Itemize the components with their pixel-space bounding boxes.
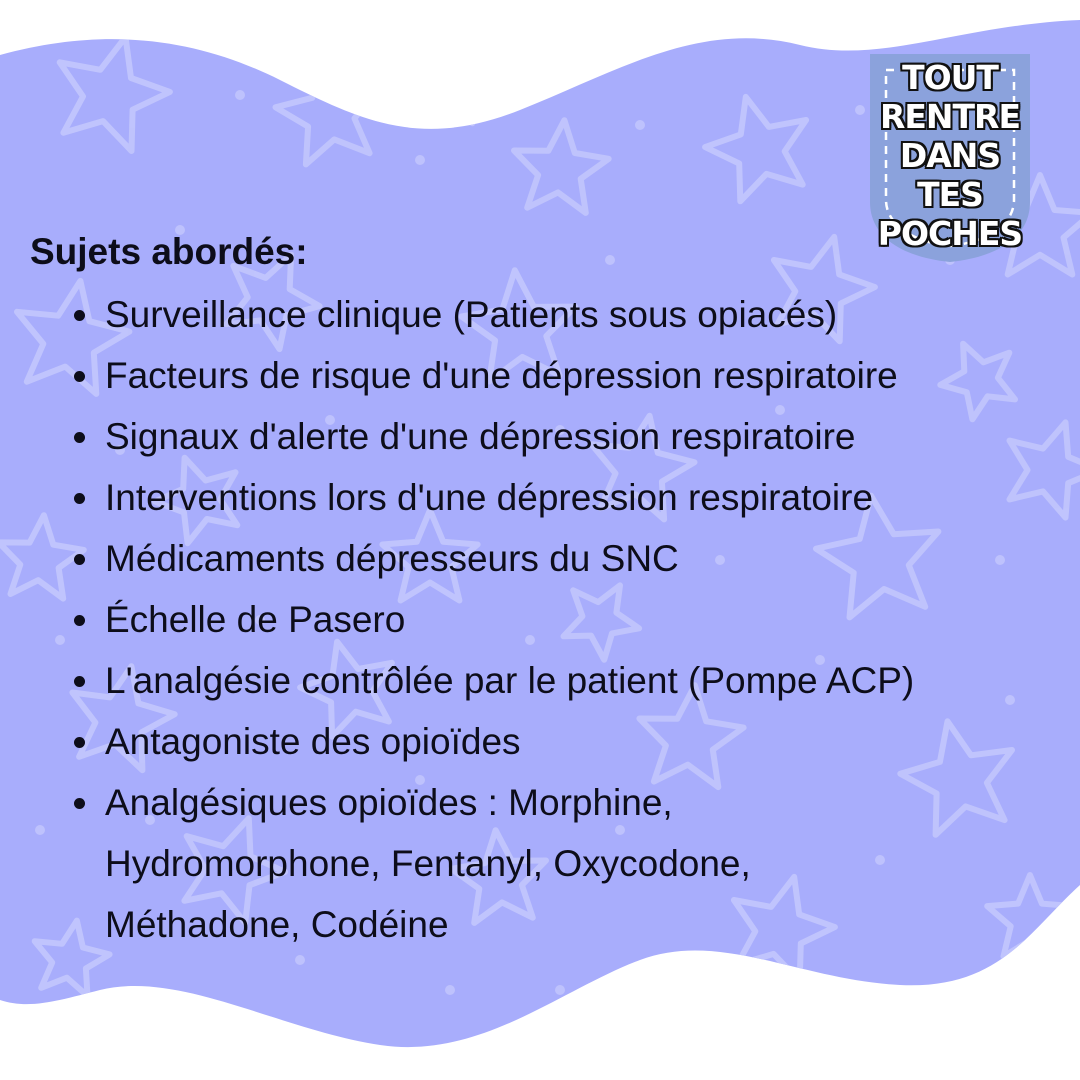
dot-doodle bbox=[235, 90, 245, 100]
dot-doodle bbox=[635, 120, 645, 130]
dot-doodle bbox=[295, 955, 305, 965]
dot-doodle bbox=[445, 985, 455, 995]
logo-line: DANS bbox=[899, 136, 1001, 175]
topic-item bbox=[30, 772, 1070, 955]
bullet-icon bbox=[74, 554, 85, 565]
bullet-icon bbox=[74, 432, 85, 443]
bullet-icon bbox=[74, 676, 85, 687]
topic-item bbox=[30, 528, 1070, 589]
topic-text: Échelle de Pasero bbox=[105, 599, 406, 640]
dot-doodle bbox=[855, 105, 865, 115]
topic-text: Antagoniste des opioïdes bbox=[105, 721, 521, 762]
star-doodle bbox=[423, 38, 505, 124]
topics-section bbox=[30, 226, 1070, 955]
topic-item bbox=[30, 589, 1070, 650]
dot-doodle bbox=[555, 985, 565, 995]
topics-list bbox=[30, 284, 1070, 955]
topic-text: Facteurs de risque d'une dépression respiratoire bbox=[105, 355, 898, 396]
dot-doodle bbox=[695, 1005, 705, 1015]
topic-text: Interventions lors d'une dépression respiratoire bbox=[105, 477, 874, 518]
logo-text bbox=[868, 58, 1032, 253]
topic-item bbox=[30, 284, 1070, 345]
logo-line: TOUT bbox=[902, 58, 998, 97]
topic-text: Médicaments dépresseurs du SNC bbox=[105, 538, 679, 579]
bullet-icon bbox=[74, 737, 85, 748]
topic-item bbox=[30, 650, 1070, 711]
section-heading: Sujets abordés: bbox=[30, 231, 308, 272]
logo-line: RENTRE bbox=[879, 97, 1021, 136]
topic-item bbox=[30, 711, 1070, 772]
bullet-icon bbox=[74, 615, 85, 626]
bullet-icon bbox=[74, 310, 85, 321]
logo-line: POCHES bbox=[877, 214, 1023, 253]
topic-text: Surveillance clinique (Patients sous opiacés) bbox=[105, 294, 838, 335]
topic-item bbox=[30, 406, 1070, 467]
bullet-icon bbox=[74, 798, 85, 809]
topic-text: Signaux d'alerte d'une dépression respiratoire bbox=[105, 416, 856, 457]
bullet-icon bbox=[74, 371, 85, 382]
topic-text: L'analgésie contrôlée par le patient (Pompe ACP) bbox=[105, 660, 915, 701]
topic-text: Analgésiques opioïdes : Morphine, Hydromorphone, Fentanyl, Oxycodone, Méthadone, Codéine bbox=[105, 782, 751, 945]
bullet-icon bbox=[74, 493, 85, 504]
topic-item bbox=[30, 467, 1070, 528]
dot-doodle bbox=[415, 155, 425, 165]
logo-line: TES bbox=[917, 175, 983, 214]
topic-item bbox=[30, 345, 1070, 406]
